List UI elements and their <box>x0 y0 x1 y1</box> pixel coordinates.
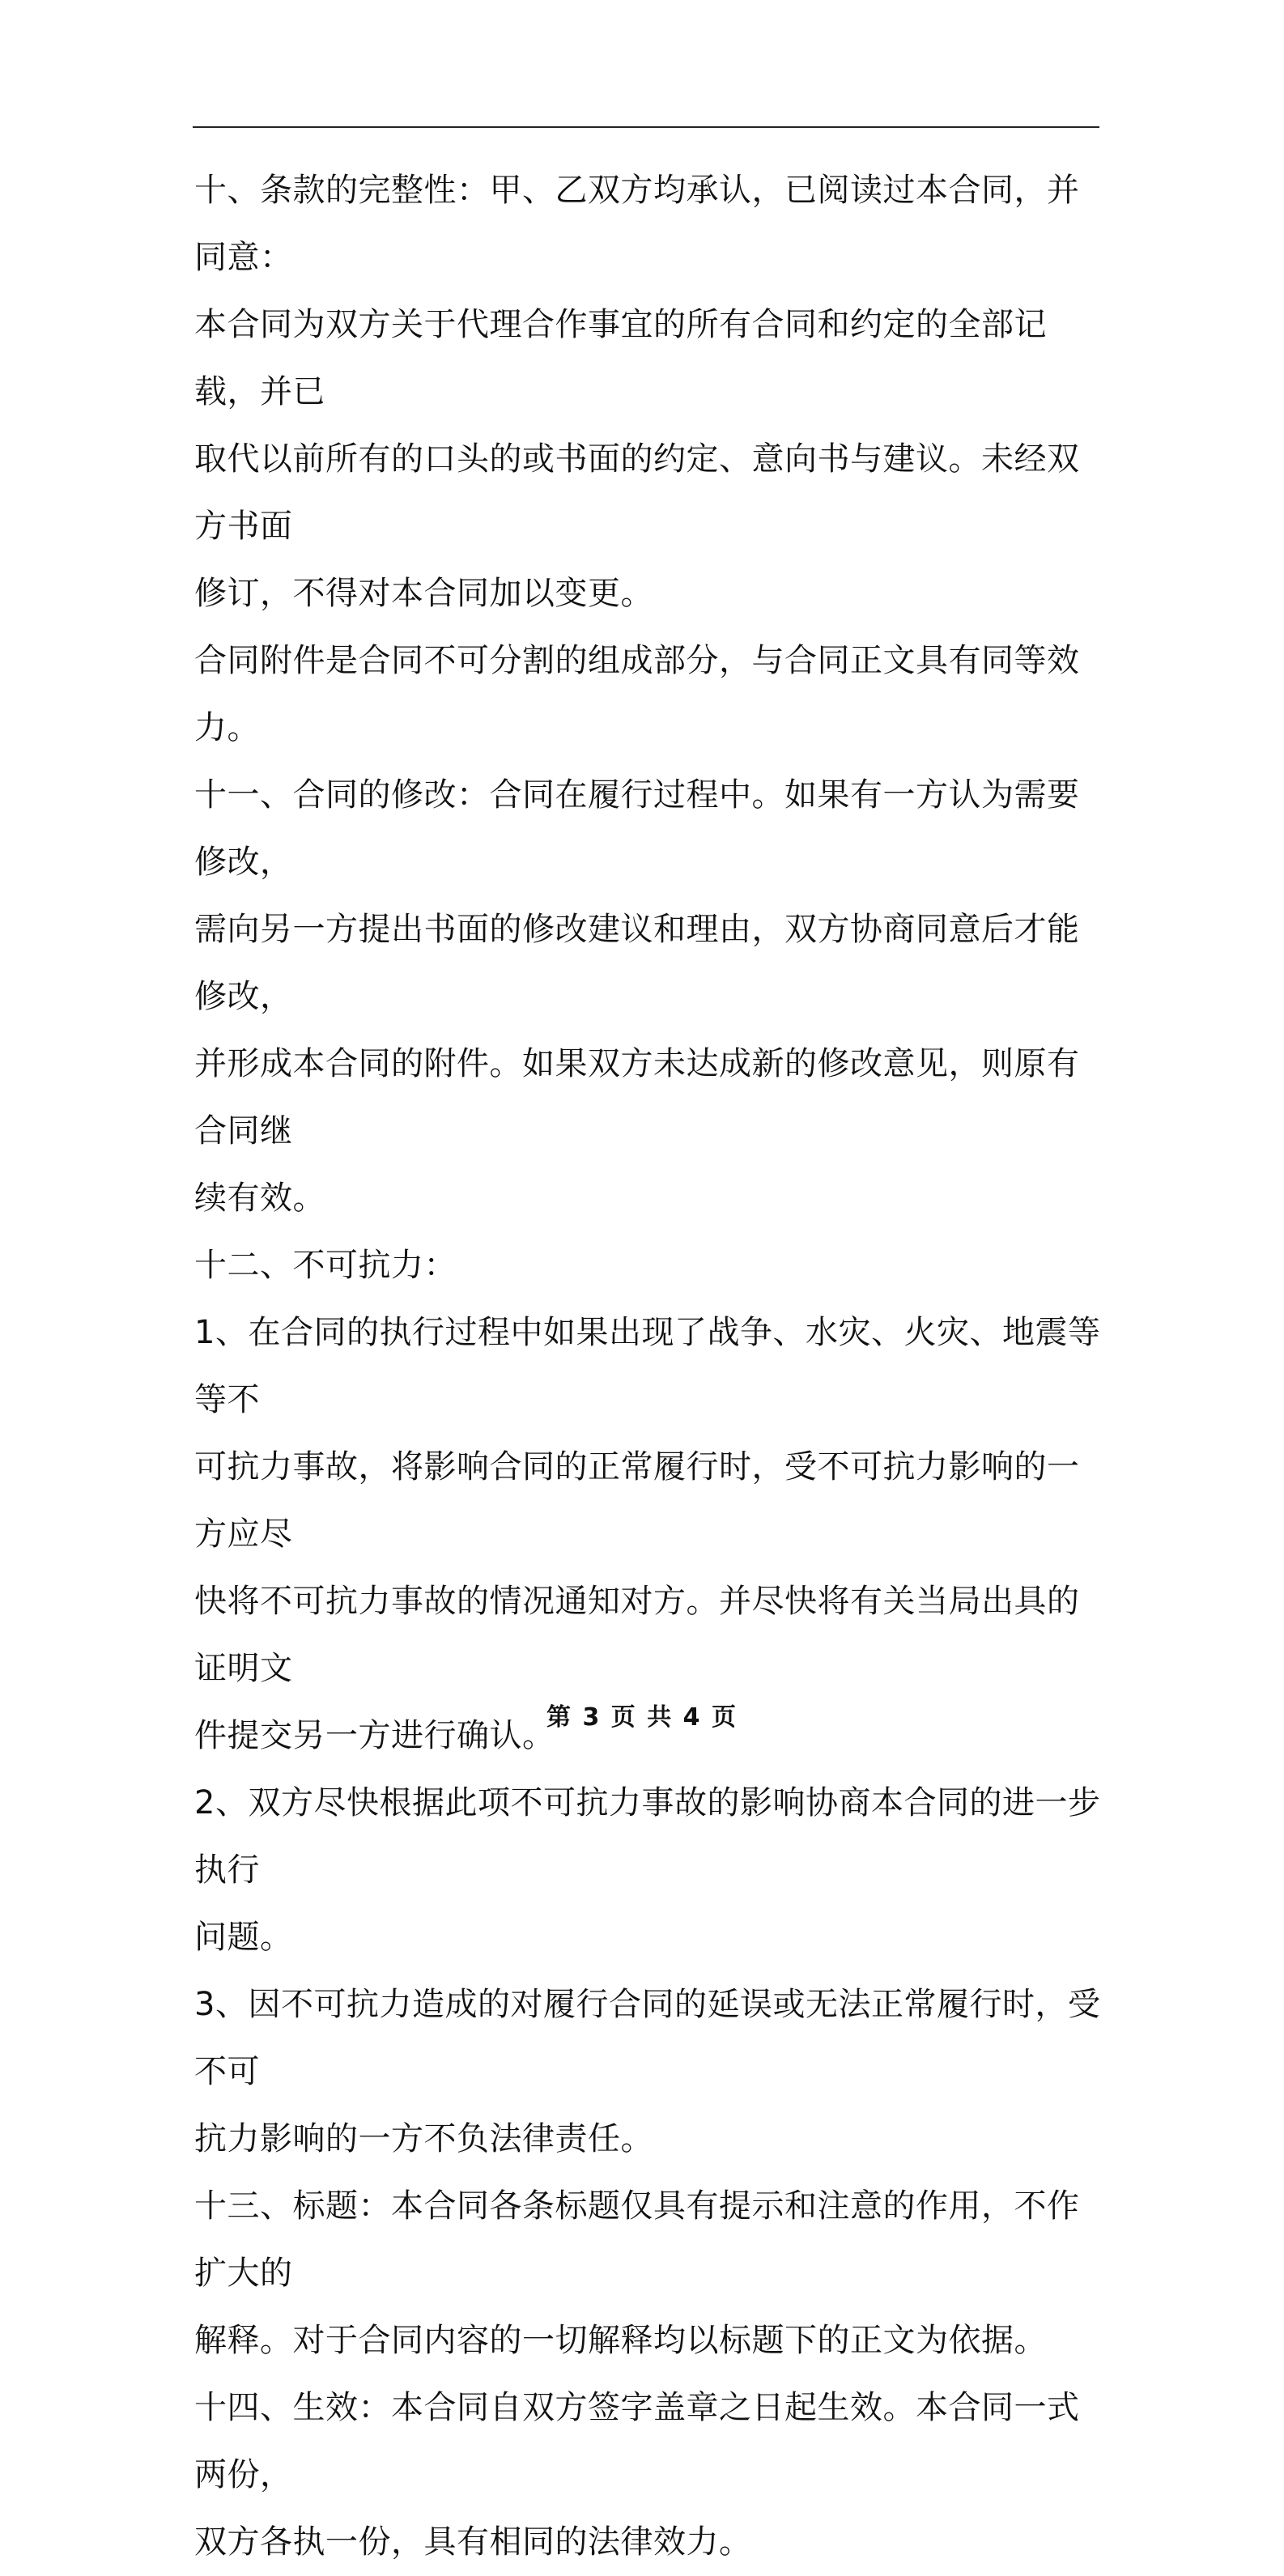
text-line: 十一、合同的修改：合同在履行过程中。如果有一方认为需要修改， <box>194 776 1080 881</box>
text-line: 件提交另一方进行确认。 <box>194 1717 555 1754</box>
text-line: 双方各执一份，具有相同的法律效力。 <box>194 2523 752 2561</box>
text-line: 3、因不可抗力造成的对履行合同的延误或无法正常履行时，受不可 <box>194 1986 1101 2090</box>
text-line: 十、条款的完整性：甲、乙双方均承认，已阅读过本合同，并同意： <box>194 172 1080 276</box>
text-line: 十四、生效：本合同自双方签字盖章之日起生效。本合同一式两份， <box>194 2389 1080 2493</box>
text-line: 快将不可抗力事故的情况通知对方。并尽快将有关当局出具的证明文 <box>194 1583 1080 1687</box>
text-line: 续有效。 <box>194 1180 325 1217</box>
text-line: 并形成本合同的附件。如果双方未达成新的修改意见，则原有合同继 <box>194 1045 1080 1150</box>
header-divider <box>193 126 1099 128</box>
text-line: 解释。对于合同内容的一切解释均以标题下的正文为依据。 <box>194 2322 1047 2359</box>
page-number: 第 3 页 共 4 页 <box>546 1703 738 1732</box>
text-line: 1、在合同的执行过程中如果出现了战争、水灾、火灾、地震等等不 <box>194 1314 1101 1418</box>
document-body <box>194 157 1101 2576</box>
text-line: 十二、不可抗力： <box>194 1247 457 1284</box>
text-line: 合同附件是合同不可分割的组成部分，与合同正文具有同等效力。 <box>194 642 1080 746</box>
text-line: 本合同为双方关于代理合作事宜的所有合同和约定的全部记载，并已 <box>194 306 1047 410</box>
text-line: 问题。 <box>194 1919 293 1956</box>
text-line: 需向另一方提出书面的修改建议和理由，双方协商同意后才能修改， <box>194 911 1080 1015</box>
text-line: 取代以前所有的口头的或书面的约定、意向书与建议。未经双方书面 <box>194 440 1080 545</box>
text-line: 可抗力事故，将影响合同的正常履行时，受不可抗力影响的一方应尽 <box>194 1448 1080 1553</box>
text-line: 修订，不得对本合同加以变更。 <box>194 575 653 612</box>
text-line: 十三、标题：本合同各条标题仅具有提示和注意的作用，不作扩大的 <box>194 2187 1080 2292</box>
text-line: 2、双方尽快根据此项不可抗力事故的影响协商本合同的进一步执行 <box>194 1784 1101 1889</box>
text-line: 抗力影响的一方不负法律责任。 <box>194 2120 653 2157</box>
